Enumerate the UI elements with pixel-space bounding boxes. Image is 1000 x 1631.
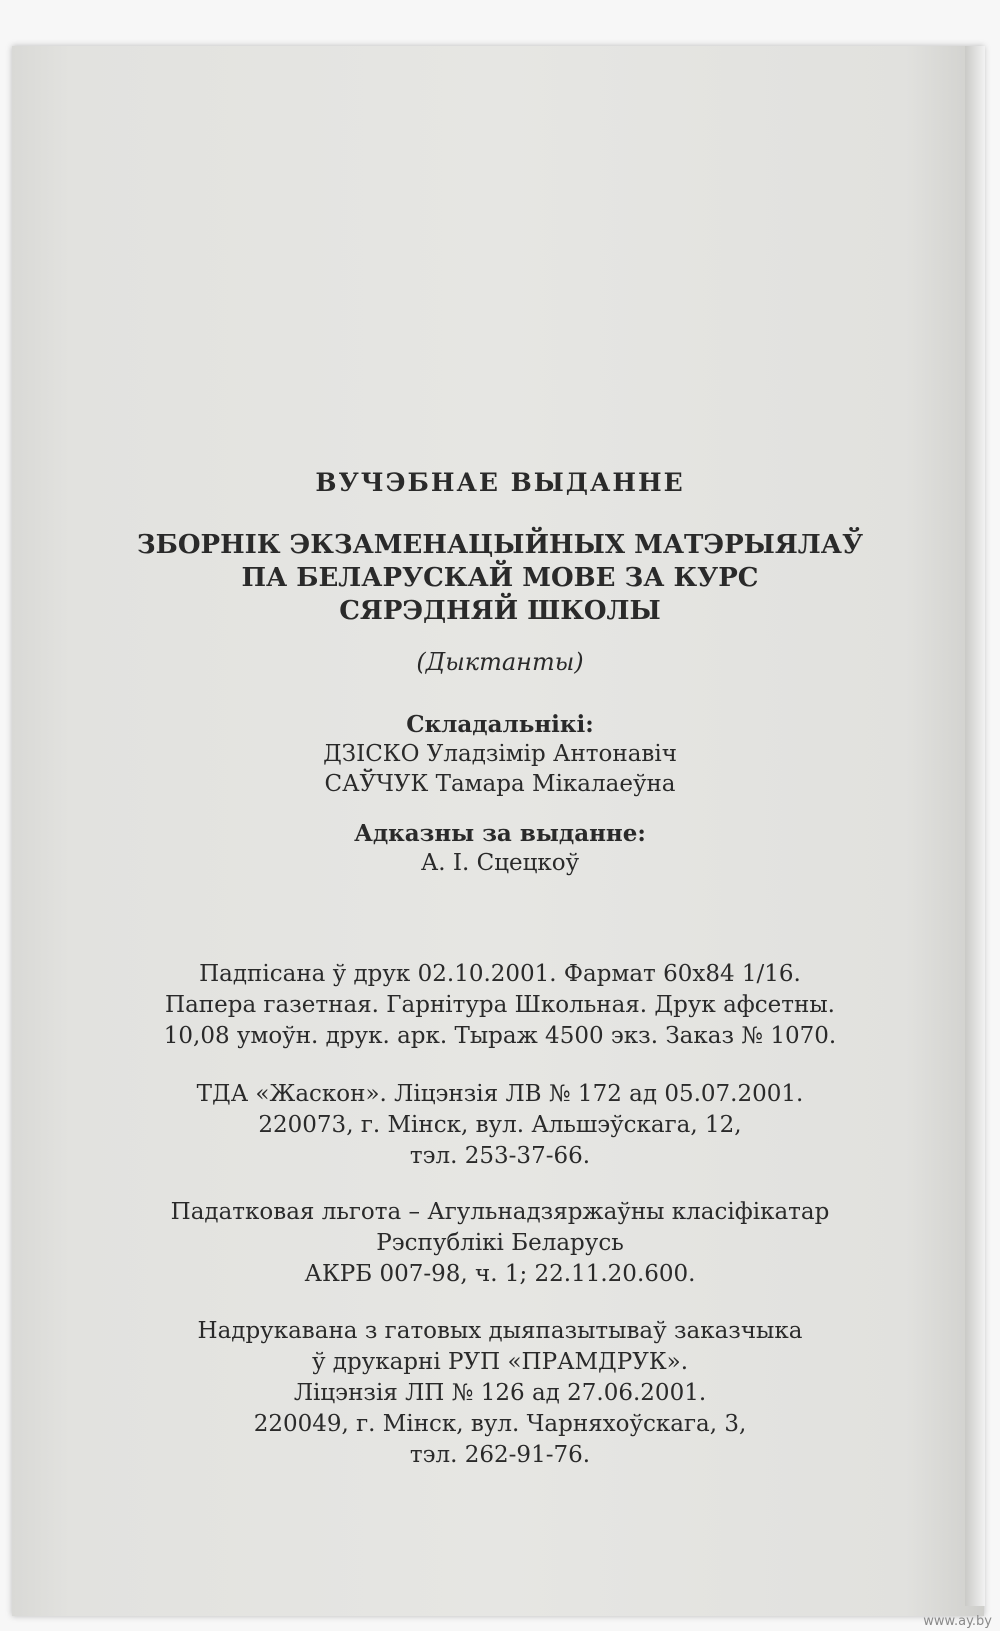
- edition-heading: ВУЧЭБНАЕ ВЫДАННЕ: [315, 468, 685, 497]
- printer-line-3: Ліцэнзія ЛП № 126 ад 27.06.2001.: [293, 1380, 707, 1406]
- printer-line-4: 220049, г. Мінск, вул. Чарняхоўскага, 3,: [253, 1411, 747, 1437]
- watermark: www.ay.by: [923, 1614, 992, 1629]
- publisher-line-1: ТДА «Жаскон». Ліцэнзія ЛВ № 172 ад 05.07.2001.: [196, 1081, 804, 1107]
- tax-line-1: Падатковая льгота – Агульнадзяржаўны класіфікатар: [170, 1199, 830, 1225]
- tax-line-3: АКРБ 007-98, ч. 1; 22.11.20.600.: [304, 1261, 696, 1287]
- tax-line-2: Рэспублікі Беларусь: [376, 1230, 624, 1256]
- printer-line-5: тэл. 262-91-76.: [409, 1442, 591, 1468]
- printer-line-2: ў друкарні РУП «ПРАМДРУК».: [311, 1349, 689, 1375]
- compiler-name-1: ДЗІСКО Уладзімір Антонавіч: [323, 741, 677, 767]
- imprint-line-3: 10,08 умоўн. друк. арк. Тыраж 4500 экз. Заказ № 1070.: [163, 1023, 837, 1049]
- compilers-label: Складальнікі:: [406, 711, 594, 738]
- responsible-label: Адказны за выданне:: [354, 820, 646, 847]
- compiler-name-2: САЎЧУК Тамара Мікалаеўна: [324, 771, 676, 797]
- title-line-1: ЗБОРНІК ЭКЗАМЕНАЦЫЙНЫХ МАТЭРЫЯЛАЎ: [136, 530, 864, 560]
- title-line-2: ПА БЕЛАРУСКАЙ МОВЕ ЗА КУРС: [241, 563, 759, 593]
- publisher-line-2: 220073, г. Мінск, вул. Альшэўскага, 12,: [258, 1112, 742, 1138]
- printer-line-1: Надрукавана з гатовых дыяпазытываў заказчыка: [197, 1318, 803, 1344]
- imprint-line-1: Падпісана ў друк 02.10.2001. Фармат 60х84 1/16.: [199, 961, 801, 987]
- title-line-3: СЯРЭДНЯЙ ШКОЛЫ: [339, 596, 661, 626]
- responsible-name: А. І. Сцецкоў: [420, 850, 580, 876]
- subtitle: (Дыктанты): [416, 648, 584, 676]
- imprint-line-2: Папера газетная. Гарнітура Школьная. Друк афсетны.: [165, 992, 835, 1018]
- publisher-line-3: тэл. 253-37-66.: [409, 1143, 591, 1169]
